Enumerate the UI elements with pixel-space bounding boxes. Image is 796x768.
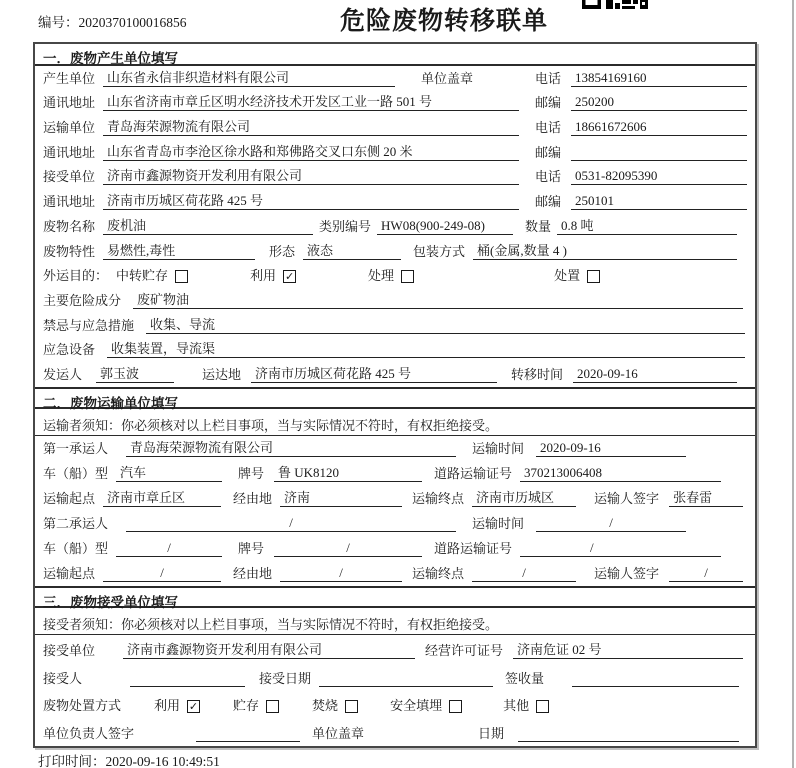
waste-code-label: 类别编号 — [319, 218, 372, 234]
phone-label: 电话 — [535, 70, 562, 86]
producer-label: 产生单位 — [43, 70, 96, 86]
row-waste-props — [35, 239, 755, 264]
waste-qty-label: 数量 — [525, 218, 552, 234]
purpose-label: 外运目的： — [43, 268, 109, 284]
section1-rows — [35, 66, 755, 387]
row-transporter — [35, 115, 755, 140]
seal-label: 单位盖章 — [421, 70, 474, 86]
route2-via-value: / — [280, 565, 402, 582]
purpose-option-transfer — [116, 265, 188, 284]
vehicle2-plate-value: / — [274, 540, 422, 557]
producer-address-value: 山东省济南市章丘区明水经济技术开发区工业一路 501 号 — [103, 91, 519, 111]
carrier2-value: / — [126, 515, 456, 532]
dispatcher-label: 发运人 — [43, 366, 83, 382]
road-permit-label: 道路运输证号 — [434, 541, 513, 556]
checkbox-use-checked: ✓ — [284, 270, 295, 284]
purpose-option-use — [250, 265, 296, 284]
row-equipment — [35, 338, 755, 363]
zip-label: 邮编 — [535, 95, 562, 111]
carrier1-time-value: 2020-09-16 — [536, 440, 686, 457]
receiver-value: 济南市鑫源物资开发利用有限公司 — [103, 165, 519, 185]
vehicle-type-label: 车（船）型 — [43, 466, 109, 481]
row-receiver — [35, 165, 755, 190]
section2-notice: 运输者须知：你必须核对以上栏目事项，当与实际情况不符时，有权拒绝接受。 — [35, 409, 755, 436]
transport-time-label: 运输时间 — [472, 441, 525, 456]
address-label: 通讯地址 — [43, 144, 96, 160]
transporter-zip-value — [571, 144, 747, 161]
carrier-sign-label: 运输人签字 — [594, 491, 660, 506]
waste-pack-label: 包装方式 — [413, 243, 466, 259]
taboo-label: 禁忌与应急措施 — [43, 317, 135, 333]
disposal-option-use — [154, 695, 200, 714]
row-vehicle2 — [35, 536, 755, 561]
route-start-label: 运输起点 — [43, 491, 96, 506]
checkbox-storage — [266, 700, 279, 713]
checkbox-use-checked: ✓ — [188, 700, 199, 714]
address-label: 通讯地址 — [43, 194, 96, 210]
responsible-sign-value — [196, 725, 300, 742]
zip-label: 邮编 — [535, 194, 562, 210]
disposal-option-landfill — [390, 695, 462, 714]
row-producer-address — [35, 91, 755, 116]
doc-number-value: 2020370100016856 — [78, 15, 187, 30]
waste-name-label: 废物名称 — [43, 218, 96, 234]
responsible-sign-label: 单位负责人签字 — [43, 726, 135, 741]
taboo-value: 收集、导流 — [146, 314, 745, 334]
accept-date-label: 接受日期 — [259, 670, 312, 686]
waste-code-value: HW08(900-249-08) — [377, 218, 513, 235]
waste-pack-value: 桶(金属,数量 4 ) — [473, 240, 737, 260]
checkbox-transfer-storage — [175, 270, 188, 283]
disposal-option-other — [503, 695, 549, 714]
plate-label: 牌号 — [238, 541, 265, 556]
page-edge-divider — [792, 0, 794, 768]
transporter-phone-group — [535, 117, 747, 136]
option-label: 安全填埋 — [390, 698, 443, 714]
receiver-phone-value: 0531-82095390 — [571, 168, 747, 185]
equipment-value: 收集装置，导流渠 — [107, 338, 745, 358]
transport-time-label: 运输时间 — [472, 516, 525, 531]
section3-notice: 接受者须知：你必须核对以上栏目事项，当与实际情况不符时，有权拒绝接受。 — [35, 608, 755, 635]
waste-form-label: 形态 — [269, 243, 296, 259]
checkbox-treat — [401, 270, 414, 283]
row-disposal-method — [35, 691, 755, 719]
waste-qty-value: 0.8 吨 — [557, 215, 737, 235]
section3-header: 三．废物接受单位填写 — [35, 586, 755, 608]
qr-code-fragment — [582, 0, 652, 9]
zip-label: 邮编 — [535, 144, 562, 160]
row-dispatch — [35, 362, 755, 387]
section2-header: 二．废物运输单位填写 — [35, 387, 755, 409]
route2-sign-value: / — [669, 565, 743, 582]
transporter-value: 青岛海荣源物流有限公司 — [103, 116, 519, 136]
checkbox-other — [536, 700, 549, 713]
route1-start-value: 济南市章丘区 — [103, 487, 221, 507]
checkbox-dispose — [587, 270, 600, 283]
purpose-option-treat — [368, 265, 414, 284]
purpose-option-dispose — [554, 265, 600, 284]
row-hazard — [35, 288, 755, 313]
route-end-label: 运输终点 — [412, 566, 465, 581]
route2-end-value: / — [472, 565, 576, 582]
row-receiver-address — [35, 189, 755, 214]
producer-zip-value: 250200 — [571, 94, 747, 111]
row-accept-unit — [35, 635, 755, 663]
row-route1 — [35, 486, 755, 511]
producer-phone-value: 13854169160 — [571, 70, 747, 87]
section3-rows — [35, 635, 755, 746]
route2-start-value: / — [103, 565, 221, 582]
vehicle2-type-value: / — [116, 540, 222, 557]
license-label: 经营许可证号 — [425, 642, 504, 658]
carrier-sign-label: 运输人签字 — [594, 566, 660, 581]
carrier1-value: 青岛海荣源物流有限公司 — [126, 437, 456, 457]
route1-via-value: 济南 — [280, 487, 402, 507]
option-label: 焚烧 — [312, 698, 339, 714]
print-time-value: 2020-09-16 10:49:51 — [105, 754, 220, 768]
option-label: 处理 — [368, 268, 395, 284]
route-via-label: 经由地 — [233, 491, 273, 506]
accept-date-value — [319, 670, 493, 687]
unit-seal-label: 单位盖章 — [312, 726, 365, 741]
waste-form-value: 液态 — [303, 240, 401, 260]
row-vehicle1 — [35, 461, 755, 486]
checkbox-landfill — [449, 700, 462, 713]
vehicle2-permit-value: / — [520, 540, 721, 557]
waste-props-value: 易燃性,毒性 — [103, 240, 255, 260]
accept-unit-label: 接受单位 — [43, 642, 96, 658]
transporter-phone-value: 18661672606 — [571, 119, 747, 136]
disposal-option-storage — [233, 695, 279, 714]
vehicle-type-label: 车（船）型 — [43, 541, 109, 556]
vehicle1-type-value: 汽车 — [116, 462, 222, 482]
disposal-option-incinerate — [312, 695, 358, 714]
row-route2 — [35, 561, 755, 586]
producer-zip-group — [535, 92, 747, 111]
transporter-address-value: 山东省青岛市李沧区徐水路和郑佛路交叉口东侧 20 米 — [103, 141, 519, 161]
option-label: 处置 — [554, 268, 581, 284]
waste-props-label: 废物特性 — [43, 243, 96, 259]
transporter-zip-group — [535, 142, 747, 161]
carrier1-label: 第一承运人 — [43, 441, 109, 456]
receiver-phone-group — [535, 166, 747, 185]
row-accept-person — [35, 663, 755, 691]
option-label: 利用 — [250, 268, 277, 284]
road-permit-label: 道路运输证号 — [434, 466, 513, 481]
route-start-label: 运输起点 — [43, 566, 96, 581]
page-title: 危险废物转移联单 — [339, 8, 548, 35]
sign-date-value — [518, 725, 739, 742]
transfer-time-label: 转移时间 — [511, 366, 564, 382]
option-label: 贮存 — [233, 698, 260, 714]
accept-person-value — [130, 670, 245, 687]
accept-person-label: 接受人 — [43, 670, 83, 686]
carrier2-label: 第二承运人 — [43, 516, 109, 531]
vehicle1-plate-value: 鲁 UK8120 — [274, 462, 422, 482]
option-label: 其他 — [503, 698, 530, 714]
dispatcher-value: 郭玉波 — [96, 363, 174, 383]
received-qty-value — [572, 670, 739, 687]
manifest-form — [33, 42, 757, 748]
destination-value: 济南市历城区荷花路 425 号 — [251, 363, 497, 383]
route-via-label: 经由地 — [233, 566, 273, 581]
transfer-time-value: 2020-09-16 — [573, 366, 737, 383]
row-purpose — [35, 264, 755, 289]
option-label: 中转贮存 — [116, 268, 169, 284]
hazard-label: 主要危险成分 — [43, 292, 122, 308]
hazard-value: 废矿物油 — [133, 289, 743, 309]
date-label: 日期 — [478, 726, 505, 741]
route1-end-value: 济南市历城区 — [472, 487, 576, 507]
accept-unit-value: 济南市鑫源物资开发利用有限公司 — [123, 639, 415, 659]
producer-phone-group — [535, 68, 747, 87]
print-time — [38, 750, 220, 768]
address-label: 通讯地址 — [43, 95, 96, 111]
row-waste-name — [35, 214, 755, 239]
plate-label: 牌号 — [238, 466, 265, 481]
row-carrier2 — [35, 511, 755, 536]
producer-value: 山东省永信非织造材料有限公司 — [103, 67, 395, 87]
receiver-address-value: 济南市历城区荷花路 425 号 — [103, 190, 519, 210]
row-carrier1 — [35, 436, 755, 461]
equipment-label: 应急设备 — [43, 342, 96, 358]
route-end-label: 运输终点 — [412, 491, 465, 506]
carrier2-time-value: / — [536, 515, 686, 532]
checkbox-incinerate — [345, 700, 358, 713]
receiver-zip-value: 250101 — [571, 193, 747, 210]
row-taboo — [35, 313, 755, 338]
disposal-method-label: 废物处置方式 — [43, 698, 122, 714]
option-label: 利用 — [154, 698, 181, 714]
section2-rows — [35, 436, 755, 586]
row-responsible-sign — [35, 718, 755, 746]
phone-label: 电话 — [535, 169, 562, 185]
receiver-label: 接受单位 — [43, 169, 96, 185]
doc-number-label: 编号： — [38, 15, 79, 30]
received-qty-label: 签收量 — [505, 670, 545, 686]
license-value: 济南危证 02 号 — [513, 639, 743, 659]
transporter-label: 运输单位 — [43, 120, 96, 136]
print-time-label: 打印时间： — [38, 754, 106, 768]
destination-label: 运达地 — [202, 366, 242, 382]
vehicle1-permit-value: 370213006408 — [520, 465, 721, 482]
row-transporter-address — [35, 140, 755, 165]
section1-header: 一．废物产生单位填写 — [35, 44, 755, 66]
receiver-zip-group — [535, 191, 747, 210]
phone-label: 电话 — [535, 120, 562, 136]
row-producer — [35, 66, 755, 91]
waste-name-value: 废机油 — [103, 215, 313, 235]
route1-sign-value: 张春雷 — [669, 487, 743, 507]
